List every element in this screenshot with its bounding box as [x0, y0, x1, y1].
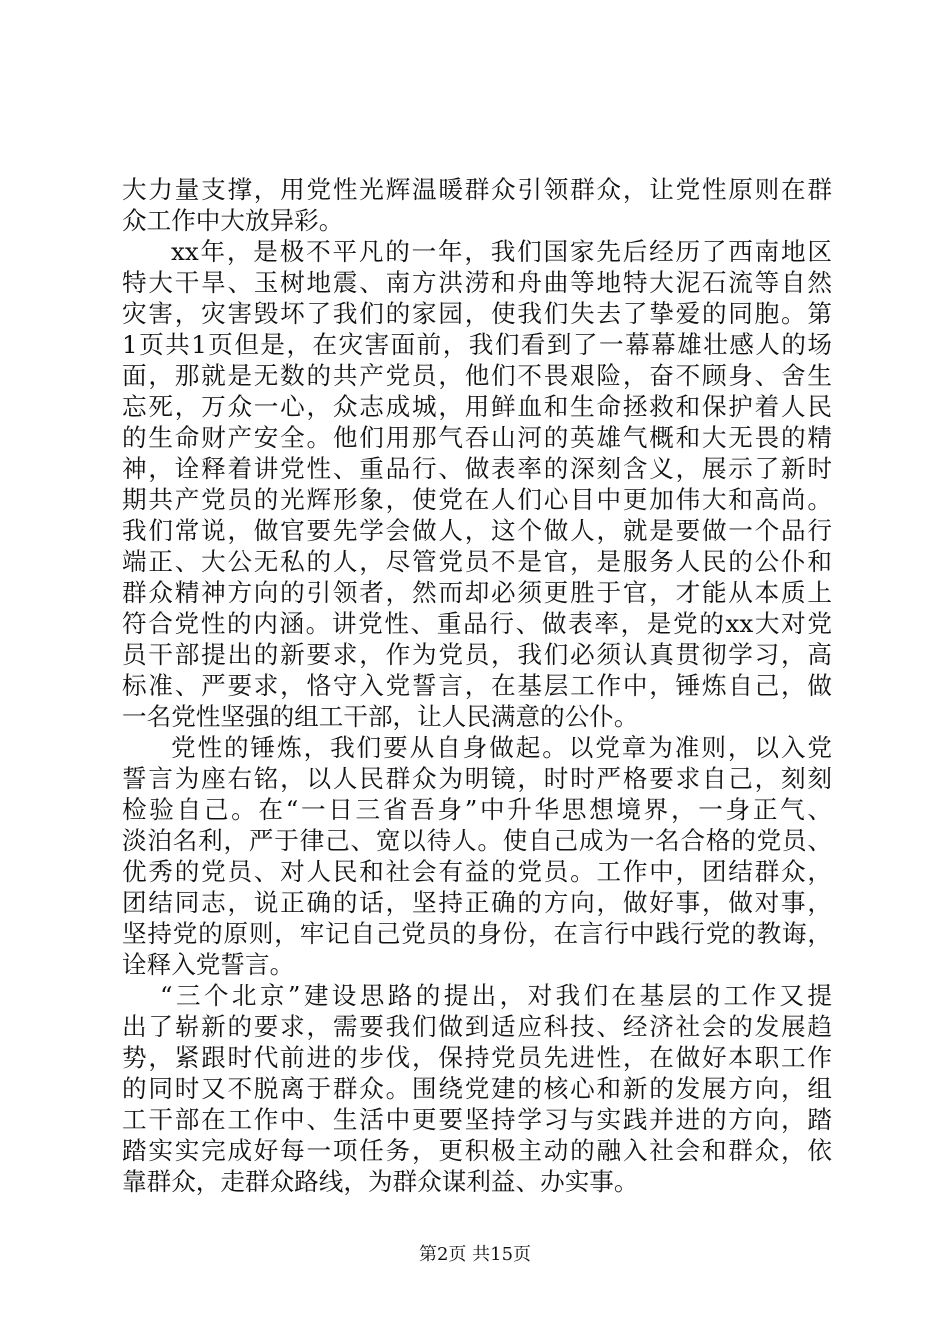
paragraph-line: 检验自己。在“一日三省吾身”中升华思想境界，一身正气、 — [122, 795, 832, 824]
paragraph-line: 踏实实完成好每一项任务，更积极主动的融入社会和群众，依 — [122, 1136, 832, 1165]
paragraph-line: 我们常说，做官要先学会做人，这个做人，就是要做一个品行 — [122, 516, 832, 545]
paragraph-line: 期共产党员的光辉形象，使党在人们心目中更加伟大和高尚。 — [122, 485, 832, 514]
paragraph-line: “三个北京”建设思路的提出，对我们在基层的工作又提 — [160, 981, 832, 1010]
paragraph-line: 群众精神方向的引领者，然而却必须更胜于官，才能从本质上 — [122, 578, 832, 607]
paragraph-line: 淡泊名利，严于律己、宽以待人。使自己成为一名合格的党员、 — [122, 826, 832, 855]
paragraph-line: 端正、大公无私的人，尽管党员不是官，是服务人民的公仆和 — [122, 547, 832, 576]
paragraph-line: 符合党性的内涵。讲党性、重品行、做表率，是党的xx大对党 — [122, 609, 832, 638]
paragraph-line: 工干部在工作中、生活中更要坚持学习与实践并进的方向，踏 — [122, 1105, 832, 1134]
paragraph-line: 标准、严要求，恪守入党誓言，在基层工作中，锤炼自己，做 — [122, 671, 832, 700]
paragraph-line: 1页共1页但是，在灾害面前，我们看到了一幕幕雄壮感人的场 — [122, 330, 832, 359]
paragraph-line: 神，诠释着讲党性、重品行、做表率的深刻含义，展示了新时 — [122, 454, 832, 483]
paragraph-line: 员干部提出的新要求，作为党员，我们必须认真贯彻学习，高 — [122, 640, 832, 669]
paragraph-line: 特大干旱、玉树地震、南方洪涝和舟曲等地特大泥石流等自然 — [122, 268, 832, 297]
paragraph-line: 大力量支撑，用党性光辉温暖群众引领群众，让党性原则在群 — [122, 175, 832, 204]
paragraph-line: 团结同志，说正确的话，坚持正确的方向，做好事，做对事， — [122, 888, 832, 917]
paragraph-line: 靠群众，走群众路线，为群众谋利益、办实事。 — [122, 1167, 639, 1196]
paragraph-line: 诠释入党誓言。 — [122, 950, 295, 979]
paragraph-line: 忘死，万众一心，众志成城，用鲜血和生命拯救和保护着人民 — [122, 392, 832, 421]
paragraph-line: 的同时又不脱离于群众。围绕党建的核心和新的发展方向，组 — [122, 1074, 832, 1103]
paragraph-line: 党性的锤炼，我们要从自身做起。以党章为准则，以入党 — [171, 733, 832, 762]
paragraph-line: 优秀的党员、对人民和社会有益的党员。工作中，团结群众， — [122, 857, 832, 886]
paragraph-line: 一名党性坚强的组工干部，让人民满意的公仆。 — [122, 702, 639, 731]
paragraph-line: 出了崭新的要求，需要我们做到适应科技、经济社会的发展趋 — [122, 1012, 832, 1041]
paragraph-line: 面，那就是无数的共产党员，他们不畏艰险，奋不顾身、舍生 — [122, 361, 832, 390]
paragraph-line: 众工作中大放异彩。 — [122, 206, 344, 235]
paragraph-line: 誓言为座右铭，以人民群众为明镜，时时严格要求自己，刻刻 — [122, 764, 832, 793]
paragraph-line: 灾害，灾害毁坏了我们的家园，使我们失去了挚爱的同胞。第 — [122, 299, 832, 328]
paragraph-line: xx年，是极不平凡的一年，我们国家先后经历了西南地区 — [171, 237, 832, 266]
page-footer: 第2页 共15页 — [418, 1244, 532, 1265]
paragraph-line: 势，紧跟时代前进的步伐，保持党员先进性，在做好本职工作 — [122, 1043, 832, 1072]
paragraph-line: 的生命财产安全。他们用那气吞山河的英雄气概和大无畏的精 — [122, 423, 832, 452]
paragraph-line: 坚持党的原则，牢记自己党员的身份，在言行中践行党的教诲， — [122, 919, 832, 948]
